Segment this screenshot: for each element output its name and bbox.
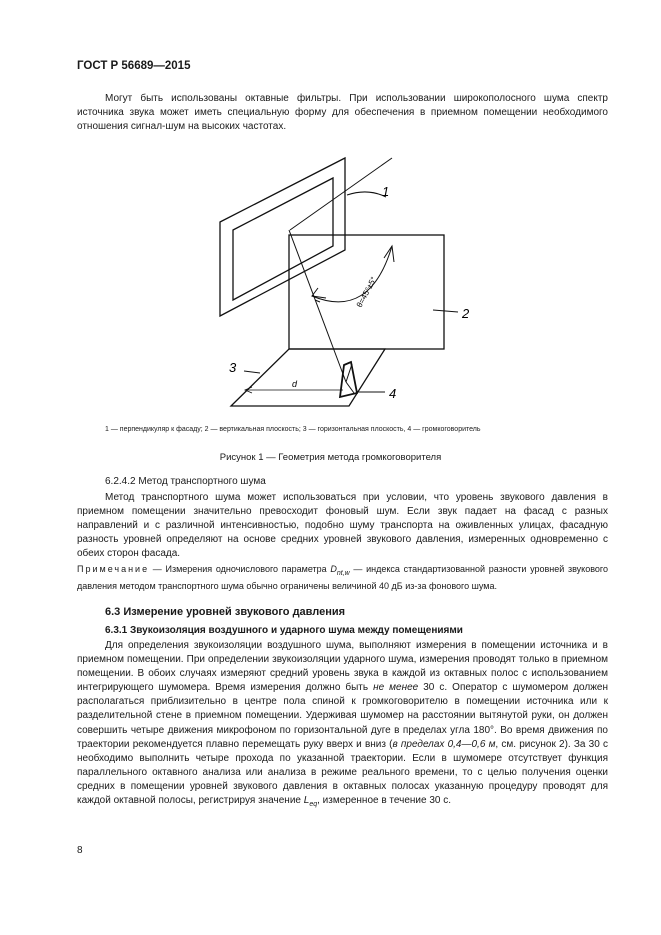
intro-paragraph: Могут быть использованы октавные фильтры. При использовании широкополосного шума спектр источника звука может иметь специальную форму для обеспечения в приемном помещении необходимого отношения сигнал-шум на высоких частотах.	[77, 93, 608, 133]
section-6242-note: Примечание — Измерения одночислового параметра $D_{nt,w}$ — индекса стандартизованной разности уровней звукового давления методом транспортного шума обычно ограничены величиной 40 дБ из-за фонового шума.	[77, 564, 608, 591]
section-631-text: Для определения звукоизоляции воздушного шума, выполняют измерения в помещении источника и в приемном помещении. При определении звукоизоляции ударного шума, измерения проводят только в приемном помещении. В обоих случаях измеряют средний уровень звука в каждой из октавных полос с использованием интегрирующего шумомера. Время измерения должно быть не менее 30 с. Оператор с шумомером должен располагаться приблизительно в центре пола спиной к громкоговорителю в помещении источника или к разделительной стене в приемном помещении. Удерживая шумомер на расстоянии вытянутой руки, он должен совершить четыре движения микрофоном по горизонтальной дуге в пределах угла 180°. Во время движения по траектории рекомендуется плавно перемещать руку вверх и вниз (в пределах 0,4—0,6 м, см. рисунок 2). За 30 с необходимо выполнить четыре прохода по указанной траектории. Если в шумомере отсутствует функция параллельного октавного анализа или анализа в режиме реального времени, то с целью получения оценки средних в помещении уровней звукового давления в октавных полосах указанную процедуру проводят для каждой октавной полосы, регистрируя значение $L_{eq}$, измеренное в течение 30 с.	[77, 640, 608, 809]
figure-loudspeaker-geometry	[0, 0, 661, 420]
facade-frame-inner	[233, 178, 333, 300]
section-6242-text: Метод транспортного шума может использоваться при условии, что уровень звукового давления в приемном помещении значительно превосходит фоновый шум. Если звук падает на фасад с разных направлений и с различной интенсивностью, подобно шуму транспорта на оживленных улицах, фасадную разность уровней определяют на основе средних уровней звукового давления, измеренных одновременно с обеих сторон фасада.	[77, 492, 608, 560]
section-heading-631: 6.3.1 Звукоизоляция воздушного и ударного шума между помещениями	[105, 625, 463, 636]
figure-caption: Рисунок 1 — Геометрия метода громкоговорителя	[219, 452, 442, 463]
document-header: ГОСТ Р 56689—2015	[77, 60, 191, 72]
section-heading-6242: 6.2.4.2 Метод транспортного шума	[105, 476, 266, 487]
label-angle: θ=45°±5°	[354, 275, 379, 309]
note-label: Примечание	[77, 564, 150, 574]
perpendicular-line	[290, 158, 392, 230]
figure-legend: 1 — перпендикуляр к фасаду; 2 — вертикальная плоскость; 3 — горизонтальная плоскость, 4 — громкоговоритель	[105, 426, 481, 433]
label-2: 2	[462, 306, 470, 321]
incidence-ray	[289, 230, 346, 382]
label-3: 3	[229, 360, 237, 375]
loudspeaker	[340, 362, 357, 397]
angle-arc	[312, 246, 392, 302]
section-heading-63: 6.3 Измерение уровней звукового давления	[105, 606, 346, 618]
page-number: 8	[77, 845, 83, 856]
label-4: 4	[389, 386, 397, 401]
label-d: d	[292, 379, 298, 389]
horizontal-plane	[231, 349, 385, 406]
label-1: 1	[382, 184, 390, 199]
